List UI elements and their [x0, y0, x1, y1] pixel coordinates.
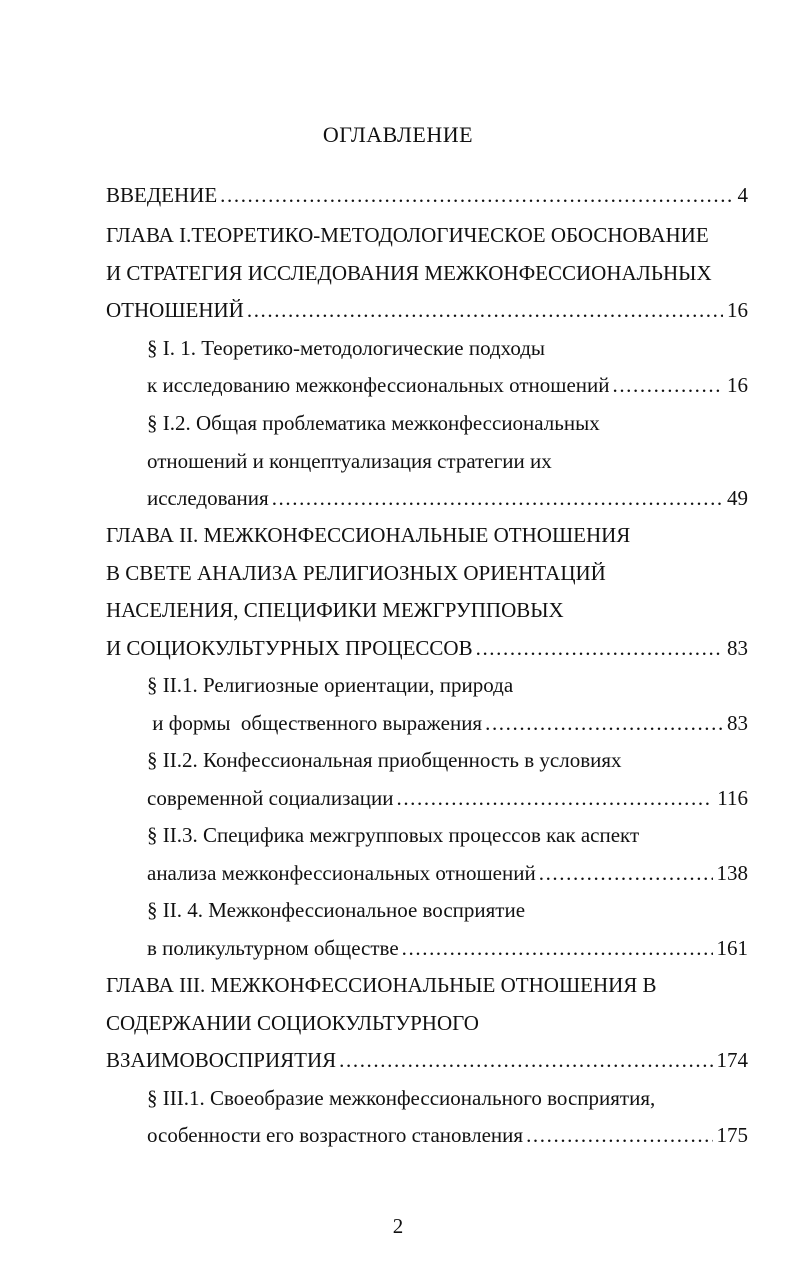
toc-entry-text: И СОЦИОКУЛЬТУРНЫХ ПРОЦЕССОВ — [106, 636, 473, 660]
toc-section-2-1-line-1: § II.1. Религиозные ориентации, природа — [147, 673, 514, 697]
page-number: 2 — [392, 1214, 404, 1238]
toc-entry-text: в поликультурном обществе — [147, 936, 399, 960]
toc-entry-page: 174 — [716, 1048, 748, 1072]
toc-entry-page: 4 — [737, 183, 748, 207]
toc-entry-introduction — [106, 180, 748, 210]
toc-chapter-1-line-3 — [106, 295, 748, 325]
toc-entry-page: 138 — [716, 861, 748, 885]
leader-dots — [612, 370, 723, 400]
toc-section-1-1-line-2 — [147, 370, 748, 400]
leader-dots — [396, 783, 713, 813]
toc-entry-text: к исследованию межконфессиональных отношений — [147, 373, 610, 397]
toc-section-1-1-line-1: § I. 1. Теоретико-методологические подходы — [147, 336, 546, 360]
toc-chapter-2-line-1: ГЛАВА II. МЕЖКОНФЕССИОНАЛЬНЫЕ ОТНОШЕНИЯ — [106, 523, 631, 547]
toc-entry-page: 83 — [727, 711, 748, 735]
leader-dots — [402, 933, 713, 963]
toc-section-2-1-line-2 — [147, 708, 748, 738]
toc-section-2-3-line-1: § II.3. Специфика межгрупповых процессов как аспект — [147, 823, 640, 847]
toc-section-1-2-line-2: отношений и концептуализация стратегии их — [147, 449, 552, 473]
toc-chapter-1-line-1: ГЛАВА I.ТЕОРЕТИКО-МЕТОДОЛОГИЧЕСКОЕ ОБОСНОВАНИЕ — [106, 223, 709, 247]
toc-section-1-2-line-1: § I.2. Общая проблематика межконфессиональных — [147, 411, 600, 435]
toc-section-1-2-line-3 — [147, 483, 748, 513]
toc-section-2-2-line-1: § II.2. Конфессиональная приобщенность в условиях — [147, 748, 622, 772]
toc-section-2-4-line-1: § II. 4. Межконфессиональное восприятие — [147, 898, 526, 922]
toc-entry-text: исследования — [147, 486, 269, 510]
toc-entry-text: анализа межконфессиональных отношений — [147, 861, 536, 885]
toc-chapter-2-line-2: В СВЕТЕ АНАЛИЗА РЕЛИГИОЗНЫХ ОРИЕНТАЦИЙ — [106, 561, 606, 585]
leader-dots — [220, 180, 733, 210]
toc-entry-page: 16 — [727, 373, 748, 397]
toc-chapter-2-line-4 — [106, 633, 748, 663]
leader-dots — [485, 708, 723, 738]
toc-section-2-2-line-2 — [147, 783, 748, 813]
leader-dots — [339, 1045, 712, 1075]
toc-entry-text: ВВЕДЕНИЕ — [106, 183, 218, 207]
toc-chapter-3-line-3 — [106, 1045, 748, 1075]
leader-dots — [272, 483, 723, 513]
toc-entry-page: 16 — [727, 298, 748, 322]
leader-dots — [526, 1120, 712, 1150]
toc-chapter-3-line-1: ГЛАВА III. МЕЖКОНФЕССИОНАЛЬНЫЕ ОТНОШЕНИЯ В — [106, 973, 657, 997]
toc-entry-page: 83 — [727, 636, 748, 660]
leader-dots — [247, 295, 723, 325]
toc-entry-text: современной социализации — [147, 786, 394, 810]
toc-section-2-3-line-2 — [147, 858, 748, 888]
toc-entry-page: 161 — [716, 936, 748, 960]
toc-entry-page: 49 — [727, 486, 748, 510]
leader-dots — [539, 858, 713, 888]
toc-entry-text: ОТНОШЕНИЙ — [106, 298, 244, 322]
toc-section-3-1-line-2 — [147, 1120, 748, 1150]
toc-section-3-1-line-1: § III.1. Своеобразие межконфессионального восприятия, — [147, 1086, 656, 1110]
leader-dots — [476, 633, 723, 663]
toc-entry-text: ВЗАИМОВОСПРИЯТИЯ — [106, 1048, 337, 1072]
toc-chapter-2-line-3: НАСЕЛЕНИЯ, СПЕЦИФИКИ МЕЖГРУППОВЫХ — [106, 598, 564, 622]
toc-entry-page: 116 — [717, 786, 748, 810]
toc-section-2-4-line-2 — [147, 933, 748, 963]
toc-entry-text: особенности его возрастного становления — [147, 1123, 524, 1147]
toc-entry-text: и формы общественного выражения — [147, 711, 483, 735]
toc-chapter-3-line-2: СОДЕРЖАНИИ СОЦИОКУЛЬТУРНОГО — [106, 1011, 479, 1035]
toc-title: ОГЛАВЛЕНИЕ — [322, 122, 474, 147]
toc-entry-page: 175 — [716, 1123, 748, 1147]
toc-chapter-1-line-2: И СТРАТЕГИЯ ИССЛЕДОВАНИЯ МЕЖКОНФЕССИОНАЛЬНЫХ — [106, 261, 712, 285]
